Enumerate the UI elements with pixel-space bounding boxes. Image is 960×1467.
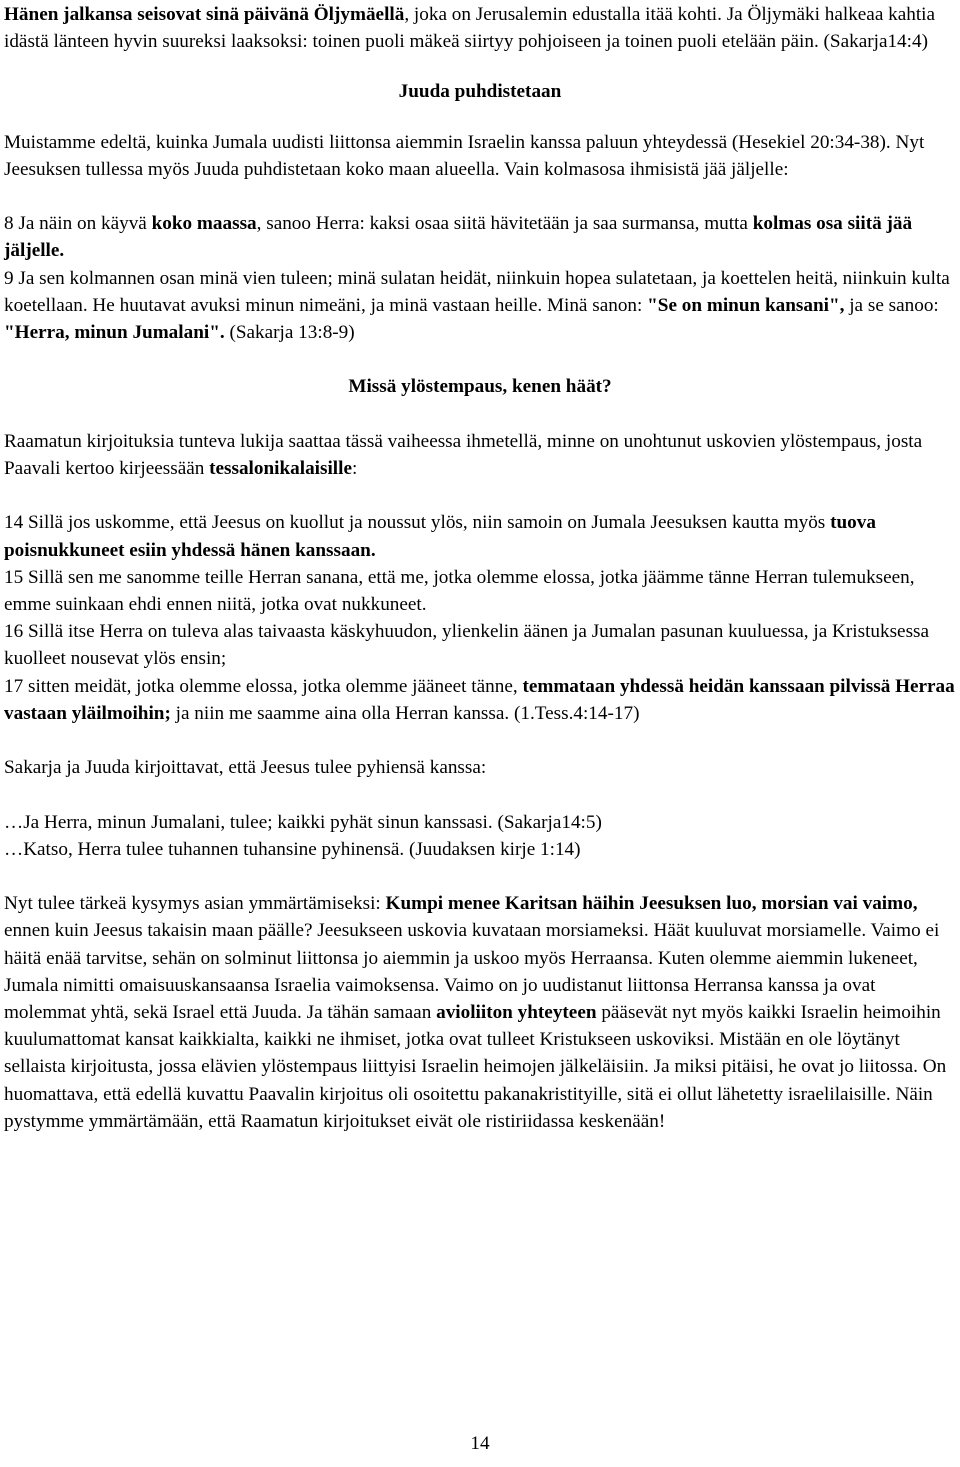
page-number: 14 [470,1433,490,1454]
verse-9: 9 Ja sen kolmannen osan minä vien tuleen; minä sulatan heidät, niinkuin hopea sulatetaan, ja koettelen heitä, niinkuin kulta koetellaan. He huutavat avuksi minun nimeäni, ja minä vastaan heille. Minä sanon: "Se on minun kansani", ja se sanoo: "Herra, minun Jumalani". (Sakarja 13:8-9) [4,267,950,344]
final-paragraph: Nyt tulee tärkeä kysymys asian ymmärtämiseksi: Kumpi menee Karitsan häihin Jeesuksen luo, morsian vai vaimo, ennen kuin Jeesus takaisin maan päälle? Jeesukseen uskovia kuvataan morsiameksi. Häät kuuluvat morsiamelle. Vaimo ei häitä enää tarvitse, sehän on solminut liittonsa jo aiemmin ja uskoo myös Herraansa. Kuten olemme aiemmin lukeneet, Jumala nimitti omaisuuskansaansa Israelia vaimoksensa. Vaimo on jo uudistanut liittonsa Herransa kanssa ja ovat molemmat yhtä, sekä Israel että Juuda. Ja tähän samaan avioliiton yhteyteen pääsevät nyt myös kaikki Israelin heimoihin kuulumattomat kansat kaikkialta, kaikki ne ihmiset, jotka ovat tulleet Kristukseen uskoviksi. Mistään en ole löytänyt sellaista kirjoitusta, jossa elävien ylöstempaus liittyisi Israelin heimojen jälkeläisiin. Ja miksi pitäisi, he ovat jo liitossa. On huomattava, että edellä kuvattu Paavalin kirjoitus oli osoitettu pakanakristityille, sitä ei ollut lähetetty israelilaisille. Näin pystymme ymmärtämään, että Raamatun kirjoitukset eivät ole ristiriidassa keskenään! [4,893,947,1132]
section2-paragraph: Raamatun kirjoituksia tunteva lukija saattaa tässä vaiheessa ihmetellä, minne on unohtunut uskovien ylöstempaus, josta Paavali kertoo kirjeessään tessalonikalaisille: [4,430,923,479]
quote-sakarja: …Ja Herra, minun Jumalani, tulee; kaikki pyhät sinun kanssasi. (Sakarja14:5) [4,811,602,833]
verse-15: 15 Sillä sen me sanomme teille Herran sanana, että me, jotka olemme elossa, jotka jäämme tänne Herran tulemukseen, emme suinkaan ehdi ennen niitä, jotka ovat nukkuneet. [4,566,915,615]
verse-16: 16 Sillä itse Herra on tuleva alas taivaasta käskyhuudon, ylienkelin äänen ja Jumalan pasunan kuuluessa, ja Kristuksessa kuolleet nousevat ylös ensin; [4,621,930,670]
quote-juudas: …Katso, Herra tulee tuhannen tuhansine pyhinensä. (Juudaksen kirje 1:14) [4,838,581,860]
verse-17: 17 sitten meidät, jotka olemme elossa, jotka olemme jääneet tänne, temmataan yhdessä heidän kanssaan pilvissä Herraa vastaan yläilmoihin; ja niin me saamme aina olla Herran kanssa. (1.Tess.4:14-17) [4,675,955,724]
verse-14: 14 Sillä jos uskomme, että Jeesus on kuollut ja noussut ylös, niin samoin on Jumala Jeesuksen kautta myös tuova poisnukkuneet esiin yhdessä hänen kanssaan. [4,512,876,561]
intro-bold: Hänen jalkansa seisovat sinä päivänä Öljymäellä [4,4,405,25]
intro-paragraph [4,1,956,55]
verse-8: 8 Ja näin on käyvä koko maassa, sanoo Herra: kaksi osaa siitä hävitetään ja saa surmansa, mutta kolmas osa siitä jää jäljelle. [4,213,913,262]
section-heading-ylostempaus: Missä ylöstempaus, kenen häät? [348,376,612,398]
document-page [4,1,956,1135]
sakarja-juuda-paragraph: Sakarja ja Juuda kirjoittavat, että Jeesus tulee pyhiensä kanssa: [4,757,487,779]
intro-text: , joka on Jerusalemin edustalla itää kohti. Ja Öljymäki halkeaa kahtia idästä länteen hyvin suureksi laaksoksi: toinen puoli mäkeä siirtyy pohjoiseen ja toinen puoli etelään päin. (Sakarja14:4) [4,4,936,53]
section-heading-juuda: Juuda puhdistetaan [398,81,562,103]
section1-paragraph: Muistamme edeltä, kuinka Jumala uudisti liittonsa aiemmin Israelin kanssa paluun yhteydessä (Hesekiel 20:34-38). Nyt Jeesuksen tullessa myös Juuda puhdistetaan koko maan alueella. Vain kolmasosa ihmisistä jää jäljelle: [4,131,925,180]
